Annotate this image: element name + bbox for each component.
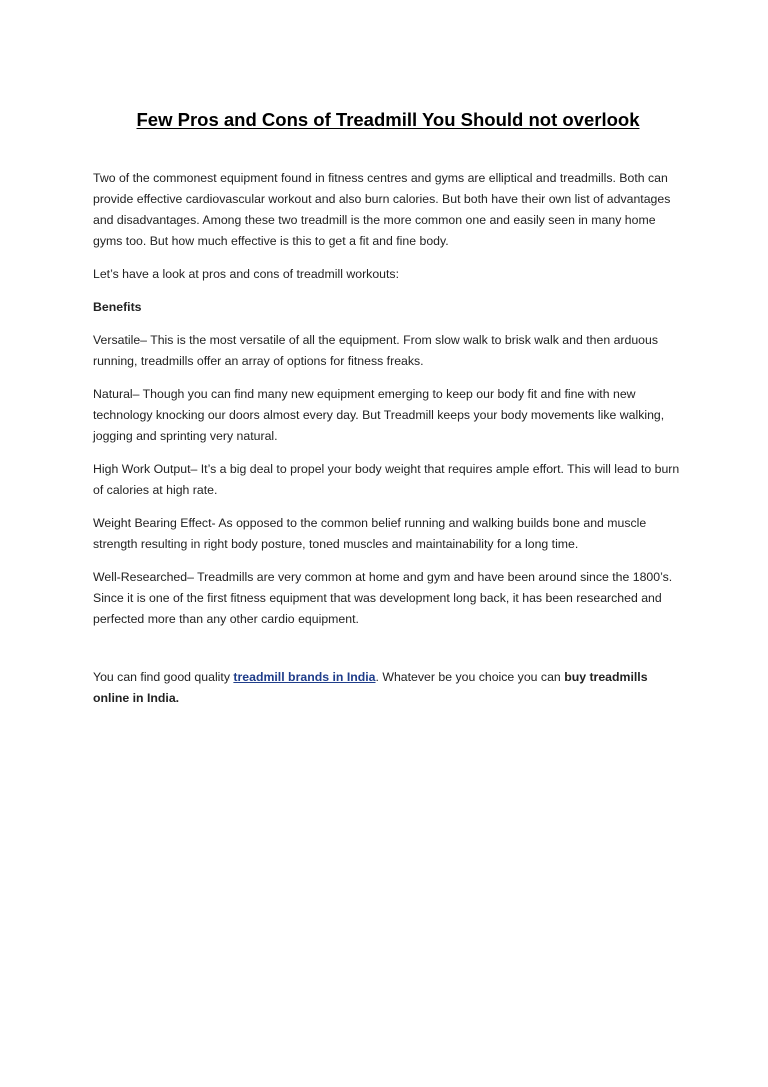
point-well-researched: Well-Researched– Treadmills are very common at home and gym and have been around since the 1800’s. Since it is one of the first fitness equipment that was development long back, it has been researched and perfected more than any other cardio equipment. (93, 570, 673, 626)
buy-treadmills-text: buy treadmills online in India. (93, 670, 648, 705)
document-title: Few Pros and Cons of Treadmill You Should not overlook (136, 109, 640, 130)
treadmill-brands-link[interactable]: treadmill brands in India (233, 670, 376, 684)
closing-paragraph (93, 667, 683, 709)
benefits-heading: Benefits (93, 300, 142, 314)
closing-middle: . Whatever be you choice you can (375, 670, 565, 684)
document-body (93, 168, 683, 721)
point-versatile: Versatile– This is the most versatile of all the equipment. From slow walk to brisk walk and then arduous running, treadmills offer an array of options for fitness freaks. (93, 333, 659, 368)
point-high-work-output: High Work Output– It’s a big deal to propel your body weight that requires ample effort. This will lead to burn of calories at high rate. (93, 462, 680, 497)
lead-in-paragraph: Let’s have a look at pros and cons of treadmill workouts: (93, 267, 399, 281)
intro-paragraph: Two of the commonest equipment found in fitness centres and gyms are elliptical and treadmills. Both can provide effective cardiovascular workout and also burn calories. But both have their own list of advantages and disadvantages. Among these two treadmill is the more common one and easily seen in many home gyms too. But how much effective is this to get a fit and fine body. (93, 171, 671, 248)
point-weight-bearing: Weight Bearing Effect- As opposed to the common belief running and walking builds bone and muscle strength resulting in right body posture, toned muscles and maintainability for a long time. (93, 516, 647, 551)
point-natural: Natural– Though you can find many new equipment emerging to keep our body fit and fine with new technology knocking our doors almost every day. But Treadmill keeps your body movements like walking, jogging and sprinting very natural. (93, 387, 665, 443)
closing-prefix: You can find good quality (93, 670, 234, 684)
